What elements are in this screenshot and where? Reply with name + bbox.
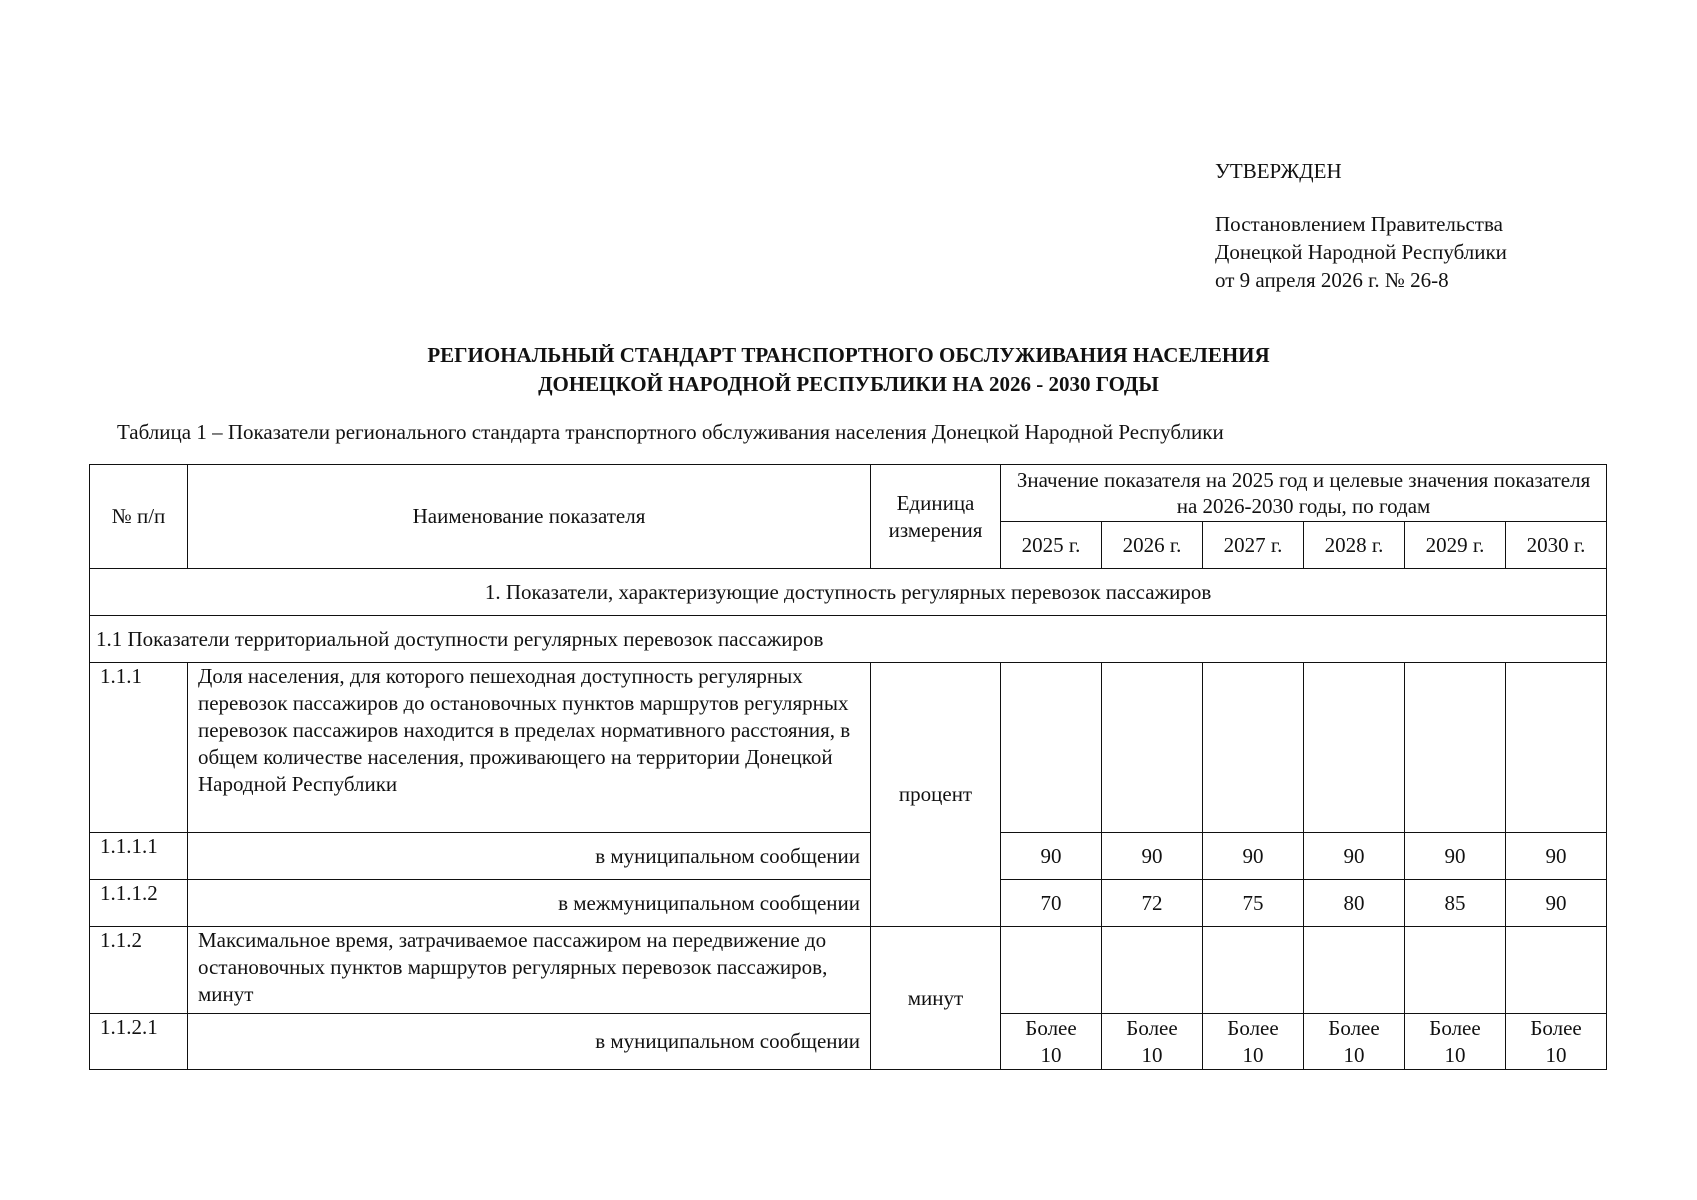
row-number: 1.1.2 — [90, 927, 188, 1014]
row-number: 1.1.2.1 — [90, 1014, 188, 1070]
value-cell: 90 — [1506, 880, 1607, 927]
value-cell: Более 10 — [1102, 1014, 1203, 1070]
indicators-table — [89, 464, 1607, 1070]
value-cell: 90 — [1506, 833, 1607, 880]
approval-date-line: от 9 апреля 2026 г. № 26-8 — [1215, 268, 1449, 292]
value-cell: Более 10 — [1001, 1014, 1102, 1070]
value-cell — [1001, 927, 1102, 1014]
row-name: в межмуниципальном сообщении — [188, 880, 871, 927]
row-number: 1.1.1 — [90, 663, 188, 833]
approval-line: Постановлением Правительства — [1215, 212, 1503, 236]
value-cell — [1203, 663, 1304, 833]
value-cell: 90 — [1405, 833, 1506, 880]
header-year: 2028 г. — [1304, 522, 1405, 569]
value-cell: 70 — [1001, 880, 1102, 927]
value-cell — [1304, 927, 1405, 1014]
document-title — [0, 341, 1697, 399]
row-unit: процент — [871, 663, 1001, 927]
table-row — [90, 880, 1607, 927]
value-cell — [1405, 927, 1506, 1014]
value-cell: 90 — [1102, 833, 1203, 880]
table-row — [90, 833, 1607, 880]
approval-block — [1215, 157, 1507, 294]
approval-line: Донецкой Народной Республики — [1215, 240, 1507, 264]
value-cell — [1405, 663, 1506, 833]
header-year: 2029 г. — [1405, 522, 1506, 569]
value-cell — [1102, 927, 1203, 1014]
value-cell — [1102, 663, 1203, 833]
value-cell — [1203, 927, 1304, 1014]
table-section-row — [90, 569, 1607, 616]
value-cell: 90 — [1001, 833, 1102, 880]
value-cell: Более 10 — [1405, 1014, 1506, 1070]
header-year: 2025 г. — [1001, 522, 1102, 569]
value-cell — [1506, 663, 1607, 833]
value-cell: 85 — [1405, 880, 1506, 927]
header-unit: Единица измерения — [871, 465, 1001, 569]
row-number: 1.1.1.1 — [90, 833, 188, 880]
value-cell — [1001, 663, 1102, 833]
table-header-row — [90, 465, 1607, 522]
header-name: Наименование показателя — [188, 465, 871, 569]
value-cell: 90 — [1304, 833, 1405, 880]
row-name: в муниципальном сообщении — [188, 833, 871, 880]
value-cell: 75 — [1203, 880, 1304, 927]
row-name: Доля населения, для которого пешеходная доступность регулярных перевозок пассажиров до остановочных пунктов маршрутов регулярных перевозок пассажиров находится в пределах нормативного расстояния, в общем количестве населения, проживающего на территории Донецкой Народной Республики — [188, 663, 871, 833]
value-cell: 90 — [1203, 833, 1304, 880]
row-unit: минут — [871, 927, 1001, 1070]
row-name: Максимальное время, затрачиваемое пассажиром на передвижение до остановочных пунктов маршрутов регулярных перевозок пассажиров, минут — [188, 927, 871, 1014]
value-cell: Более 10 — [1304, 1014, 1405, 1070]
table-caption: Таблица 1 – Показатели регионального стандарта транспортного обслуживания населения Донецкой Народной Республики — [117, 420, 1224, 444]
document-title-line: ДОНЕЦКОЙ НАРОДНОЙ РЕСПУБЛИКИ НА 2026 - 2030 ГОДЫ — [538, 372, 1159, 396]
table-row — [90, 1014, 1607, 1070]
value-cell: Более 10 — [1506, 1014, 1607, 1070]
header-year: 2030 г. — [1506, 522, 1607, 569]
value-cell — [1506, 927, 1607, 1014]
value-cell — [1304, 663, 1405, 833]
row-number: 1.1.1.2 — [90, 880, 188, 927]
value-cell: 72 — [1102, 880, 1203, 927]
header-number: № п/п — [90, 465, 188, 569]
row-name: в муниципальном сообщении — [188, 1014, 871, 1070]
value-cell: 80 — [1304, 880, 1405, 927]
document-title-line: РЕГИОНАЛЬНЫЙ СТАНДАРТ ТРАНСПОРТНОГО ОБСЛУЖИВАНИЯ НАСЕЛЕНИЯ — [427, 343, 1270, 367]
header-year: 2026 г. — [1102, 522, 1203, 569]
table-subsection-row — [90, 616, 1607, 663]
header-values-group: Значение показателя на 2025 год и целевые значения показателя на 2026-2030 годы, по годам — [1001, 465, 1607, 522]
subsection-title: 1.1 Показатели территориальной доступности регулярных перевозок пассажиров — [90, 616, 1607, 663]
section-title: 1. Показатели, характеризующие доступность регулярных перевозок пассажиров — [90, 569, 1607, 616]
header-year: 2027 г. — [1203, 522, 1304, 569]
table-row — [90, 927, 1607, 1014]
value-cell: Более 10 — [1203, 1014, 1304, 1070]
table-row — [90, 663, 1607, 833]
approval-heading: УТВЕРЖДЕН — [1215, 159, 1342, 183]
